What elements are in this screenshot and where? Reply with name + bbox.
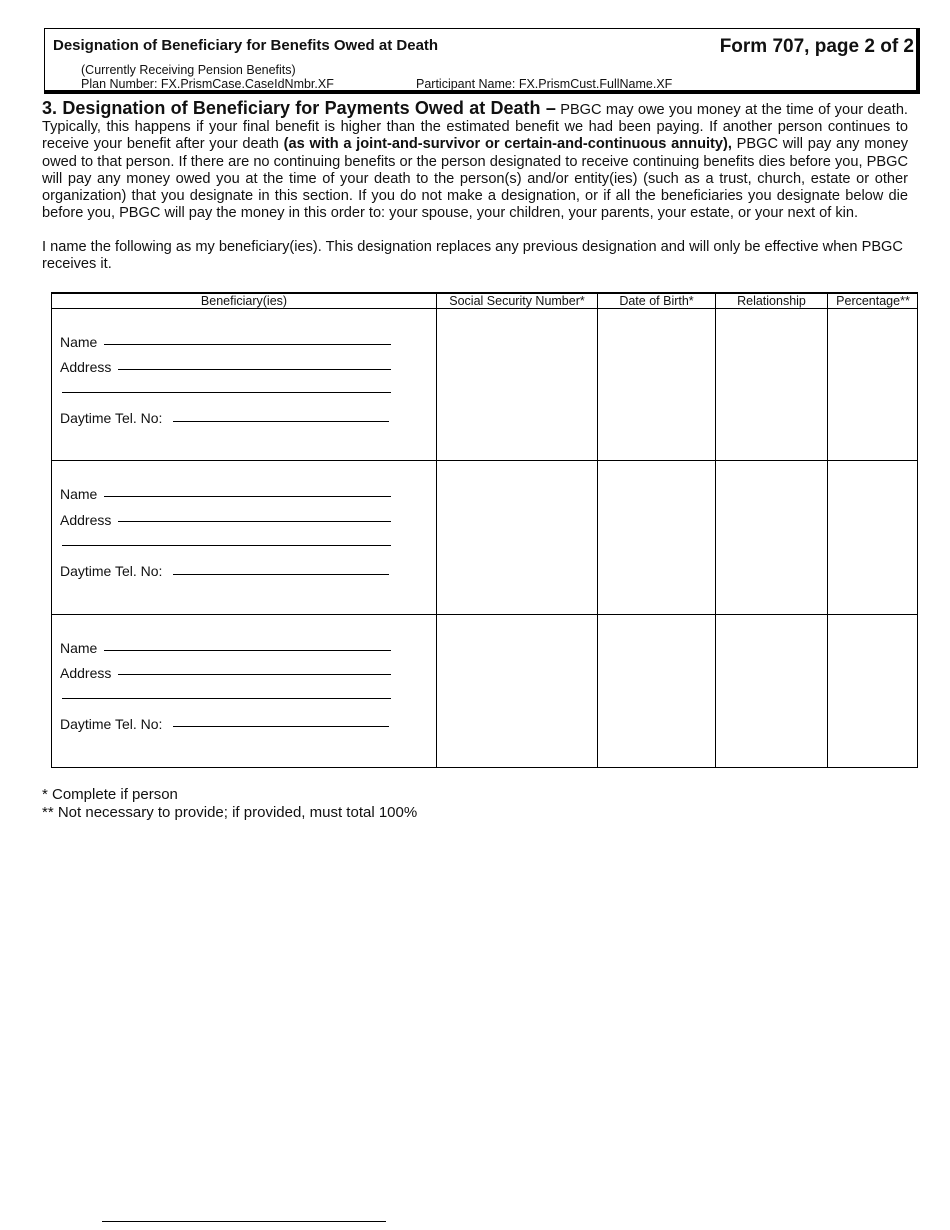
name-input-line[interactable] — [104, 650, 391, 651]
footnotes — [42, 786, 417, 822]
address-line-2[interactable] — [62, 392, 391, 393]
phone-label: Daytime Tel. No: — [60, 410, 163, 426]
footnote-1: * Complete if person — [42, 786, 178, 803]
section-text-part1: PBGC may owe you money at the time of your death. Typically, this happens if your final benefit is higher than the estimated benefit we had been paying. If another person continues to receive your benefit after your death — [42, 102, 908, 153]
phone-input-line[interactable] — [173, 726, 389, 727]
signature-line[interactable] — [102, 1221, 386, 1222]
form-title: Designation of Beneficiary for Benefits Owed at Death — [53, 37, 439, 54]
address-line-2[interactable] — [62, 545, 391, 546]
address-label: Address — [60, 665, 112, 681]
participant-name: Participant Name: FX.PrismCust.FullName.XF — [416, 77, 673, 91]
section-3-text — [42, 100, 908, 222]
col-header-relationship: Relationship — [737, 294, 806, 308]
form-header — [44, 28, 920, 94]
col-header-beneficiary: Beneficiary(ies) — [200, 294, 288, 308]
name-input-line[interactable] — [104, 344, 391, 345]
plan-number: Plan Number: FX.PrismCase.CaseIdNmbr.XF — [81, 77, 334, 91]
col-divider — [436, 293, 437, 767]
beneficiary-entry-3 — [52, 615, 436, 767]
beneficiary-table — [51, 292, 918, 768]
naming-statement: I name the following as my beneficiary(ies). This designation replaces any previous designation and will only be effective when PBGC receives it. — [42, 239, 903, 273]
phone-input-line[interactable] — [173, 574, 389, 575]
phone-input-line[interactable] — [173, 421, 389, 422]
address-line-2[interactable] — [62, 698, 391, 699]
footnote-2: ** Not necessary to provide; if provided, must total 100% — [42, 804, 418, 821]
name-input-line[interactable] — [104, 496, 391, 497]
phone-label: Daytime Tel. No: — [60, 716, 163, 732]
beneficiary-entry-1 — [52, 309, 436, 460]
name-label: Name — [60, 640, 98, 656]
col-divider — [827, 293, 828, 767]
address-label: Address — [60, 512, 112, 528]
address-input-line[interactable] — [118, 674, 391, 675]
section-heading: 3. Designation of Beneficiary for Payments Owed at Death – — [42, 98, 556, 118]
col-header-dob: Date of Birth* — [619, 294, 694, 308]
address-input-line[interactable] — [118, 521, 391, 522]
col-divider — [597, 293, 598, 767]
col-divider — [715, 293, 716, 767]
name-label: Name — [60, 486, 98, 502]
name-label: Name — [60, 334, 98, 350]
form-page-label: Form 707, page 2 of 2 — [719, 36, 914, 57]
col-header-percentage: Percentage** — [836, 294, 910, 308]
section-text-part2: PBGC will pay any money owed to that person. If there are no continuing benefits or the person designated to receive continuing benefits dies before you, PBGC will pay any money owed you at the time of your death to the person(s) and/or entity(ies) (such as a trust, church, estate or other organization) that you designate in this section. If you do not make a designation, or if all the beneficiaries you designate below die before you, PBGC will pay the money in this order to: your spouse, your children, your parents, your estate, or your next of kin. — [42, 136, 908, 222]
phone-label: Daytime Tel. No: — [60, 563, 163, 579]
section-text-bold: (as with a joint-and-survivor or certain-and-continuous annuity), — [283, 136, 732, 153]
address-label: Address — [60, 359, 112, 375]
beneficiary-entry-2 — [52, 461, 436, 614]
col-header-ssn: Social Security Number* — [449, 294, 585, 308]
form-subtitle: (Currently Receiving Pension Benefits) — [81, 63, 296, 77]
address-input-line[interactable] — [118, 369, 391, 370]
